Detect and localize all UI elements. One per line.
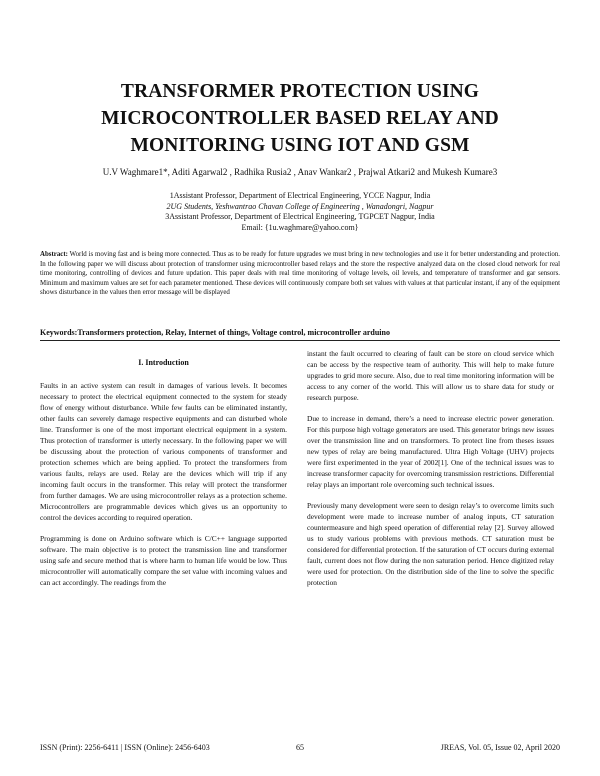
author-email: Email: {1u.waghmare@yahoo.com} [241,222,359,232]
title-line-1: TRANSFORMER PROTECTION USING [120,81,480,102]
title-line-3: MONITORING USING IOT AND GSM [130,135,470,156]
affiliations [40,191,560,233]
abstract-text: World is moving fast and is being more connected. Thus as to be ready for future upgrades we must bring in new technologies and use it for better understanding and protection. In the following paper we will discuss about protection of transformer using microcontroller based relays and the store the respective analyzed data on the closed cloud network for real time monitoring, controlling of devices and future updation. This paper deals with real time monitoring of voltage levels, oil levels, and temperature of transformer and gar sensors. Minimum and maximum values are set for each parameter mentioned. These devices will continuously compare both set values with values at that particular instant, if any of the equipment shows disturbance in the values then error message will be displayed [40,251,560,296]
keywords-divider [40,340,560,341]
paragraph: Previously many development were seen to design relay’s to overcome limits such development were made to increase number of analog inputs, CT saturation countermeasure and high speed operation of differential relay [2]. Survey allowed us to study various problems with previous methods. CT saturation must be considered for differential protection. If the saturation of CT occurs during external fault, current does not flow during the non saturation period. Hence digitized relay were used for protection. On the distribution side of the line to solve the specific protection [307,501,554,587]
footer-journal: JREAS, Vol. 05, Issue 02, April 2020 [440,743,560,752]
page-number: 65 [296,743,304,752]
paragraph: Due to increase in demand, there’s a need to increase electric power generation. For this purpose high voltage generators are used. This generator brings new issues over the transmission line and on transformers. To protect line from theses issues new types of relay are being manufactured. Ultra High Voltage (UHV) projects were first experimented in the year of 2002[1]. One of the technical issues was to increase transformer capacity for overcoming transmission restrictions. Differential relay plays an important role overcoming such technical issues. [307,414,554,489]
affiliation-1: 1Assistant Professor, Department of Electrical Engineering, YCCE Nagpur, India [169,191,431,200]
paragraph: Faults in an active system can result in damages of various levels. It becomes necessary to protect the electrical equipment connected to the system for steady flow of energy without disturbance. While few faults can be eliminated instantly, other faults can severely damage respective equipments and can disturbed whole line. Transformer is one of the most important electrical equipment in a system. Thus protection of transformer is utterly necessary. In the following paper we will be discussing about the protection of various components of transformer and protection schemes which are being applied. To protect the transformers from various faults, relays are used. Relay are the devices which will trip if any incoming fault occurs in the transformer. This relay will protect the transformer from further damages. We are using microcontroller relays as a protection scheme. Microcontrollers are programmable devices which gives us an opportunity to control the devices according to required operation. [40,381,287,522]
right-column [307,348,554,598]
affiliation-2: 2UG Students, Yeshwantrao Chavan College of Engineering , Wanadongri, Nagpur [166,201,434,211]
footer-issn: ISSN (Print): 2256-6411 | ISSN (Online): 2456-6403 [40,743,210,752]
affiliation-3: 3Assistant Professor, Department of Electrical Engineering, TGPCET Nagpur, India [165,212,435,221]
section-heading-introduction: I. Introduction [138,358,189,367]
left-column [40,380,287,598]
paragraph: instant the fault occurred to clearing of fault can be store on cloud service which can be access by the respective team of authority. This will help to make future upgrades to grid more secure. Also, due to real time monitoring information will be access to any corner of the world. This will allow us to share data for study or research purpose. [307,349,554,402]
paragraph: Programming is done on Arduino software which is C/C++ language supported software. The main objective is to protect the transmission line and transformer using safe and secure method that is where harm to human life would be low. Thus microcontroller will automatically compare the set value with incoming values and can act accordingly. The readings from the [40,534,287,587]
keywords: Keywords:Transformers protection, Relay, Internet of things, Voltage control, microcontroller arduino [40,328,390,337]
author-list: U.V Waghmare1*, Aditi Agarwal2 , Radhika Rusia2 , Anav Wankar2 , Prajwal Atkari2 and Mukesh Kumare3 [102,167,498,177]
paper-title [40,78,560,159]
abstract [40,250,560,298]
title-line-2: MICROCONTROLLER BASED RELAY AND [101,108,499,129]
abstract-label: Abstract: [40,251,68,258]
